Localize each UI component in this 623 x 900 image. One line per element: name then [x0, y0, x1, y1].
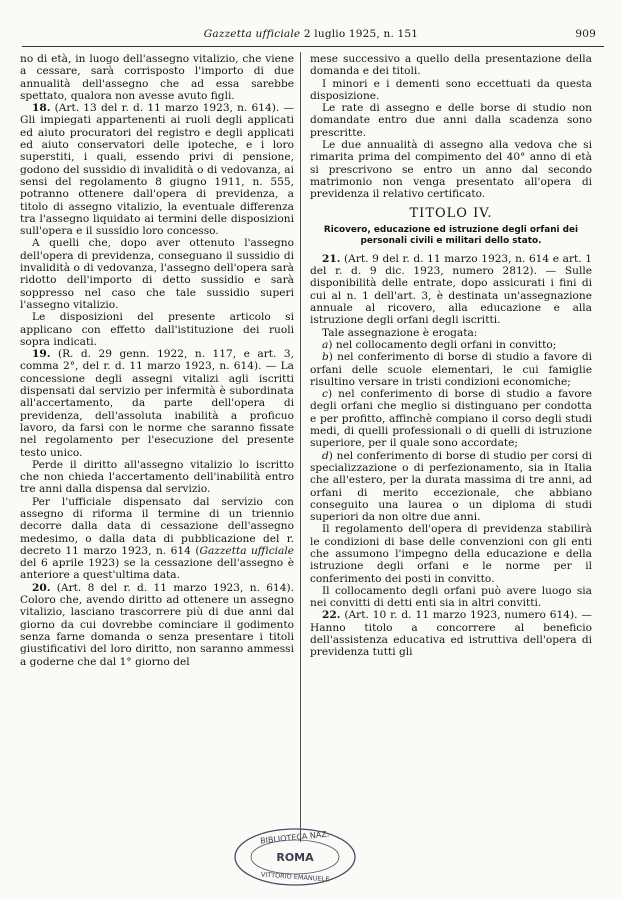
paragraph: [20, 496, 294, 582]
article-text: (Art. 8 del r. d. 11 marzo 1923, n. 614). Coloro che, avendo diritto ad ottenere un assegno vitalizio, lasciano trascorrere più di due anni dal giorno da cui dovrebbe cominciare il godimento senza farne domanda o senza presentare i titoli giustificativi del loro diritto, non saranno ammessi a goderne che dal 1° giorno del: [20, 581, 294, 668]
list-letter: b: [322, 351, 329, 364]
article-text: (Art. 10 r. d. 11 marzo 1923, numero 614). — Hanno titolo a concorrere al beneficio dell'assistenza educativa ed istruttiva dell'opera di previdenza tutti gli: [310, 609, 592, 659]
paragraph: Le disposizioni del presente articolo si applicano con effetto dall'istituzione dei ruoli sopra indicati.: [20, 311, 294, 348]
list-text: ) nel collocamento degli orfani in convitto;: [328, 338, 557, 351]
article-20: [20, 582, 294, 668]
paragraph: A quelli che, dopo aver ottenuto l'assegno dell'opera di previdenza, conseguano il sussidio di invalidità o di vedovanza, l'assegno dell'opera sarà ridotto dell'importo di detto sussidio e sarà soppresso nel caso che tale sussidio superi l'assegno vitalizio.: [20, 237, 294, 311]
article-21: [310, 253, 592, 327]
stamp-line-3: VITTORIO EMANUELE: [260, 870, 330, 884]
stamp-line-1: BIBLIOTECA NAZ.: [259, 829, 330, 846]
paragraph: mese successivo a quello della presentazione della domanda e dei titoli.: [310, 53, 592, 78]
paragraph: Le rate di assegno e delle borse di studio non domandate entro due anni dalla scadenza sono prescritte.: [310, 102, 592, 139]
section-subtitle: Ricovero, educazione ed istruzione degli orfani dei personali civili e militari dello stato.: [323, 224, 579, 246]
header-title-italic: Gazzetta ufficiale: [203, 28, 301, 40]
library-stamp: [232, 826, 358, 888]
list-item: [310, 351, 592, 388]
paragraph: no di età, in luogo dell'assegno vitalizio, che viene a cessare, sarà corrisposto l'importo di due annualità dell'assegno che ad essa sarebbe spettato, qualora non avesse avuto figli.: [20, 53, 294, 102]
paragraph: Perde il diritto all'assegno vitalizio lo iscritto che non chieda l'accertamento dell'inabilità entro tre anni dalla dispensa dal servizio.: [20, 458, 294, 496]
list-item: [310, 450, 592, 524]
paragraph-part: Per l'ufficiale dispensato dal servizio con assegno di riforma il termine di un triennio decorre dalla data di cessazione dell'assegno medesimo, o dalla data di pubblicazione del r. decreto 11 marzo 1923, n. 614 (: [20, 495, 294, 557]
header-rule: [22, 46, 604, 47]
paragraph: Tale assegnazione è erogata:: [322, 326, 478, 339]
article-18: [20, 102, 294, 237]
list-text: ) nel conferimento di borse di studio per corsi di specializzazione o di perfezionamento, sia in Italia che all'estero, per la durata massima di tre anni, ad orfani di merito eccezionale, che abbiano conseguito una laurea o un diploma di studi superiori da non oltre due anni.: [310, 449, 592, 524]
article-number: 21.: [322, 252, 341, 265]
list-text: ) nel conferimento di borse di studio a favore degli orfani che meglio si distinguano per condotta e per profitto, affinchè compiano il corso degli studi medi, di quelli professionali o di quelli di istruzione superiore, per il quale sono accordate;: [310, 388, 592, 450]
stamp-line-2: ROMA: [276, 851, 314, 864]
list-letter: c: [322, 388, 328, 401]
right-column: [310, 53, 592, 659]
left-column: [20, 53, 294, 668]
article-22: [310, 609, 592, 658]
list-letter: d: [322, 449, 329, 462]
column-divider: [300, 52, 301, 842]
paragraph: Le due annualità di assegno alla vedova che si rimarita prima del compimento del 40° anno di età si prescrivono se entro un anno dal secondo matrimonio non venga presentato all'opera di previdenza il relativo certificato.: [310, 139, 592, 201]
page-number: 909: [575, 28, 596, 40]
list-text: ) nel conferimento di borse di studio a favore di orfani delle scuole elementari, le cui famiglie risultino versare in tristi condizioni economiche;: [310, 351, 592, 388]
gazette-reference: Gazzetta ufficiale: [199, 544, 294, 557]
paragraph: Il collocamento degli orfani può avere luogo sia nei convitti di detti enti sia in altri convitti.: [310, 584, 592, 610]
article-text: (Art. 13 del r. d. 11 marzo 1923, n. 614). — Gli impiegati appartenenti ai ruoli degli applicati ed aiuto procuratori del registro e degli applicati ed aiuto conservatori delle ipoteche, e i loro superstiti, i quali, essendo privi di pensione, godono del sussidio di invalidità o di vedovanza, ai sensi del regolamento 8 giugno 1911, n. 555, potranno ottenere dall'opera di previdenza, a titolo di assegno vitalizio, la eventuale differenza tra l'assegno liquidato ai termini delle disposizioni sull'opera e il sussidio loro concesso.: [20, 102, 294, 238]
list-item: [310, 339, 592, 351]
page-header: [20, 28, 602, 48]
paragraph: I minori e i dementi sono eccettuati da questa disposizione.: [310, 77, 592, 102]
article-19: [20, 348, 294, 459]
article-number: 18.: [32, 102, 51, 115]
section-title: TITOLO IV.: [409, 205, 493, 221]
article-number: 19.: [32, 348, 51, 361]
list-letter: a: [322, 338, 329, 351]
article-text: (R. d. 29 genn. 1922, n. 117, e art. 3, comma 2°, del r. d. 11 marzo 1923, n. 614). — La concessione degli assegni vitalizi agli iscritti dispensati dal servizio per infermità è subordinata all'accertamento, da parte dell'opera di previdenza, dell'assoluta inabilità a proficuo lavoro, da farsi con le norme che saranno fissate nel regolamento per l'esecuzione del presente testo unico.: [20, 348, 294, 459]
paragraph-part: del 6 aprile 1923) se la cessazione dell'assegno è anteriore a quest'ultima data.: [20, 557, 294, 582]
header-title-date: 2 luglio 1925, n. 151: [303, 28, 419, 40]
article-number: 22.: [322, 609, 341, 622]
paragraph: Il regolamento dell'opera di previdenza stabilirà le condizioni di base delle convenzioni con gli enti che assumono l'impegno della educazione e della istruzione degli orfani e le norme per il conferimento dei posti in convitto.: [310, 523, 592, 585]
article-text: (Art. 9 del r. d. 11 marzo 1923, n. 614 e art. 1 del r. d. 9 dic. 1923, numero 2812). — Sulle disponibilità delle entrate, dopo assicurati i fini di cui al n. 1 dell'art. 3, è destinata un'assegnazione annuale al ricovero, alla educazione e alla istruzione degli orfani degli iscritti.: [310, 252, 592, 327]
article-number: 20.: [32, 581, 51, 594]
header-title: [20, 28, 602, 40]
list-item: [310, 388, 592, 449]
